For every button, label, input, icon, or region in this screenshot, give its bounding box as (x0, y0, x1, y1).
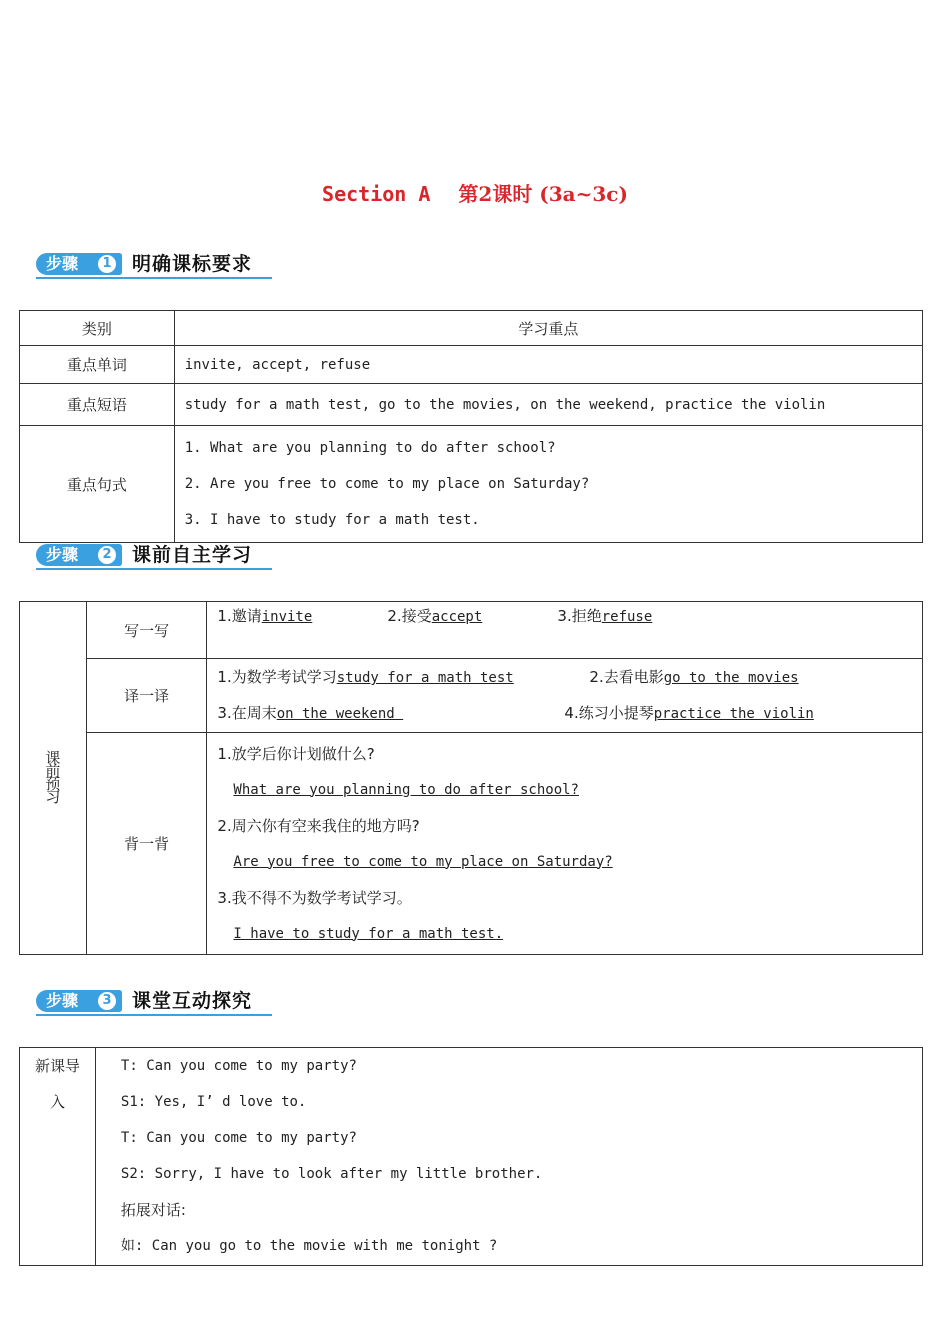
dialogue-line-2: S1: Yes, I’ d love to. (120, 1094, 307, 1110)
key-points-table (19, 310, 923, 543)
preview-side-label: 课前预习 (43, 750, 62, 802)
words-label: 重点单词 (20, 346, 175, 384)
step1-underline (36, 277, 272, 279)
step3-number: 3 (98, 992, 116, 1010)
recite-q1: 1.放学后你计划做什么? (217, 744, 375, 763)
sentence-1: 1. What are you planning to do after school? (184, 440, 556, 456)
write-item-3: 3.拒绝refuse (557, 607, 653, 625)
intro-dialogue (95, 1048, 922, 1266)
preview-table (19, 601, 923, 955)
step1-heading (36, 250, 272, 280)
intro-label-line2: 入 (49, 1093, 65, 1111)
key-sentences (174, 426, 922, 543)
step2-heading (36, 541, 272, 571)
dialogue-line-6: 如: Can you go to the movie with me tonight ? (120, 1238, 498, 1254)
step2-pill: 步骤 2 (36, 544, 122, 566)
dialogue-line-3: T: Can you come to my party? (120, 1130, 357, 1146)
title-section: Section A (322, 182, 431, 206)
write-item-2: 2.接受accept (387, 607, 483, 625)
sentence-2: 2. Are you free to come to my place on Saturday? (184, 476, 590, 492)
translate-label: 译一译 (86, 659, 207, 733)
intro-label-line1: 新课导 (34, 1057, 80, 1075)
translate-item-2: 2.去看电影go to the movies (589, 668, 799, 686)
step1-number: 1 (98, 255, 116, 273)
translate-item-4: 4.练习小提琴practice the violin (564, 704, 814, 722)
intro-label (20, 1048, 96, 1266)
recite-items (207, 733, 923, 955)
header-focus: 学习重点 (174, 311, 922, 346)
step3-underline (36, 1014, 272, 1016)
step2-number: 2 (98, 546, 116, 564)
recite-a3: I have to study for a math test. (233, 925, 504, 942)
key-phrases: study for a math test, go to the movies, on the weekend, practice the violin (174, 384, 922, 426)
header-category: 类别 (20, 311, 175, 346)
key-words: invite, accept, refuse (174, 346, 922, 384)
step2-label: 课前自主学习 (132, 544, 253, 566)
recite-label: 背一背 (86, 733, 207, 955)
translate-items (207, 659, 923, 733)
sentence-3: 3. I have to study for a math test. (184, 512, 480, 528)
translate-item-3: 3.在周末on the weekend (217, 704, 404, 722)
write-item-1: 1.邀请invite (217, 607, 313, 625)
step1-pill: 步骤 1 (36, 253, 122, 275)
intro-table (19, 1047, 923, 1266)
recite-a1: What are you planning to do after school? (233, 781, 579, 798)
recite-q2: 2.周六你有空来我住的地方吗? (217, 816, 420, 835)
page-title (0, 178, 950, 207)
step3-heading (36, 987, 272, 1017)
step3-label: 课堂互动探究 (132, 990, 253, 1012)
sentences-label: 重点句式 (20, 426, 175, 543)
dialogue-line-1: T: Can you come to my party? (120, 1058, 357, 1074)
recite-q3: 3.我不得不为数学考试学习。 (217, 888, 412, 907)
write-label: 写一写 (86, 602, 207, 659)
step2-underline (36, 568, 272, 570)
write-items (207, 602, 923, 659)
step1-label: 明确课标要求 (132, 253, 253, 275)
step3-pill: 步骤 3 (36, 990, 122, 1012)
recite-a2: Are you free to come to my place on Saturday? (233, 853, 613, 870)
translate-item-1: 1.为数学考试学习study for a math test (217, 668, 514, 686)
preview-side-cell (20, 602, 87, 955)
phrases-label: 重点短语 (20, 384, 175, 426)
dialogue-line-5: 拓展对话: (120, 1201, 186, 1219)
title-lesson: 第2课时 (3a~3c) (458, 182, 628, 206)
dialogue-line-4: S2: Sorry, I have to look after my little brother. (120, 1166, 543, 1182)
